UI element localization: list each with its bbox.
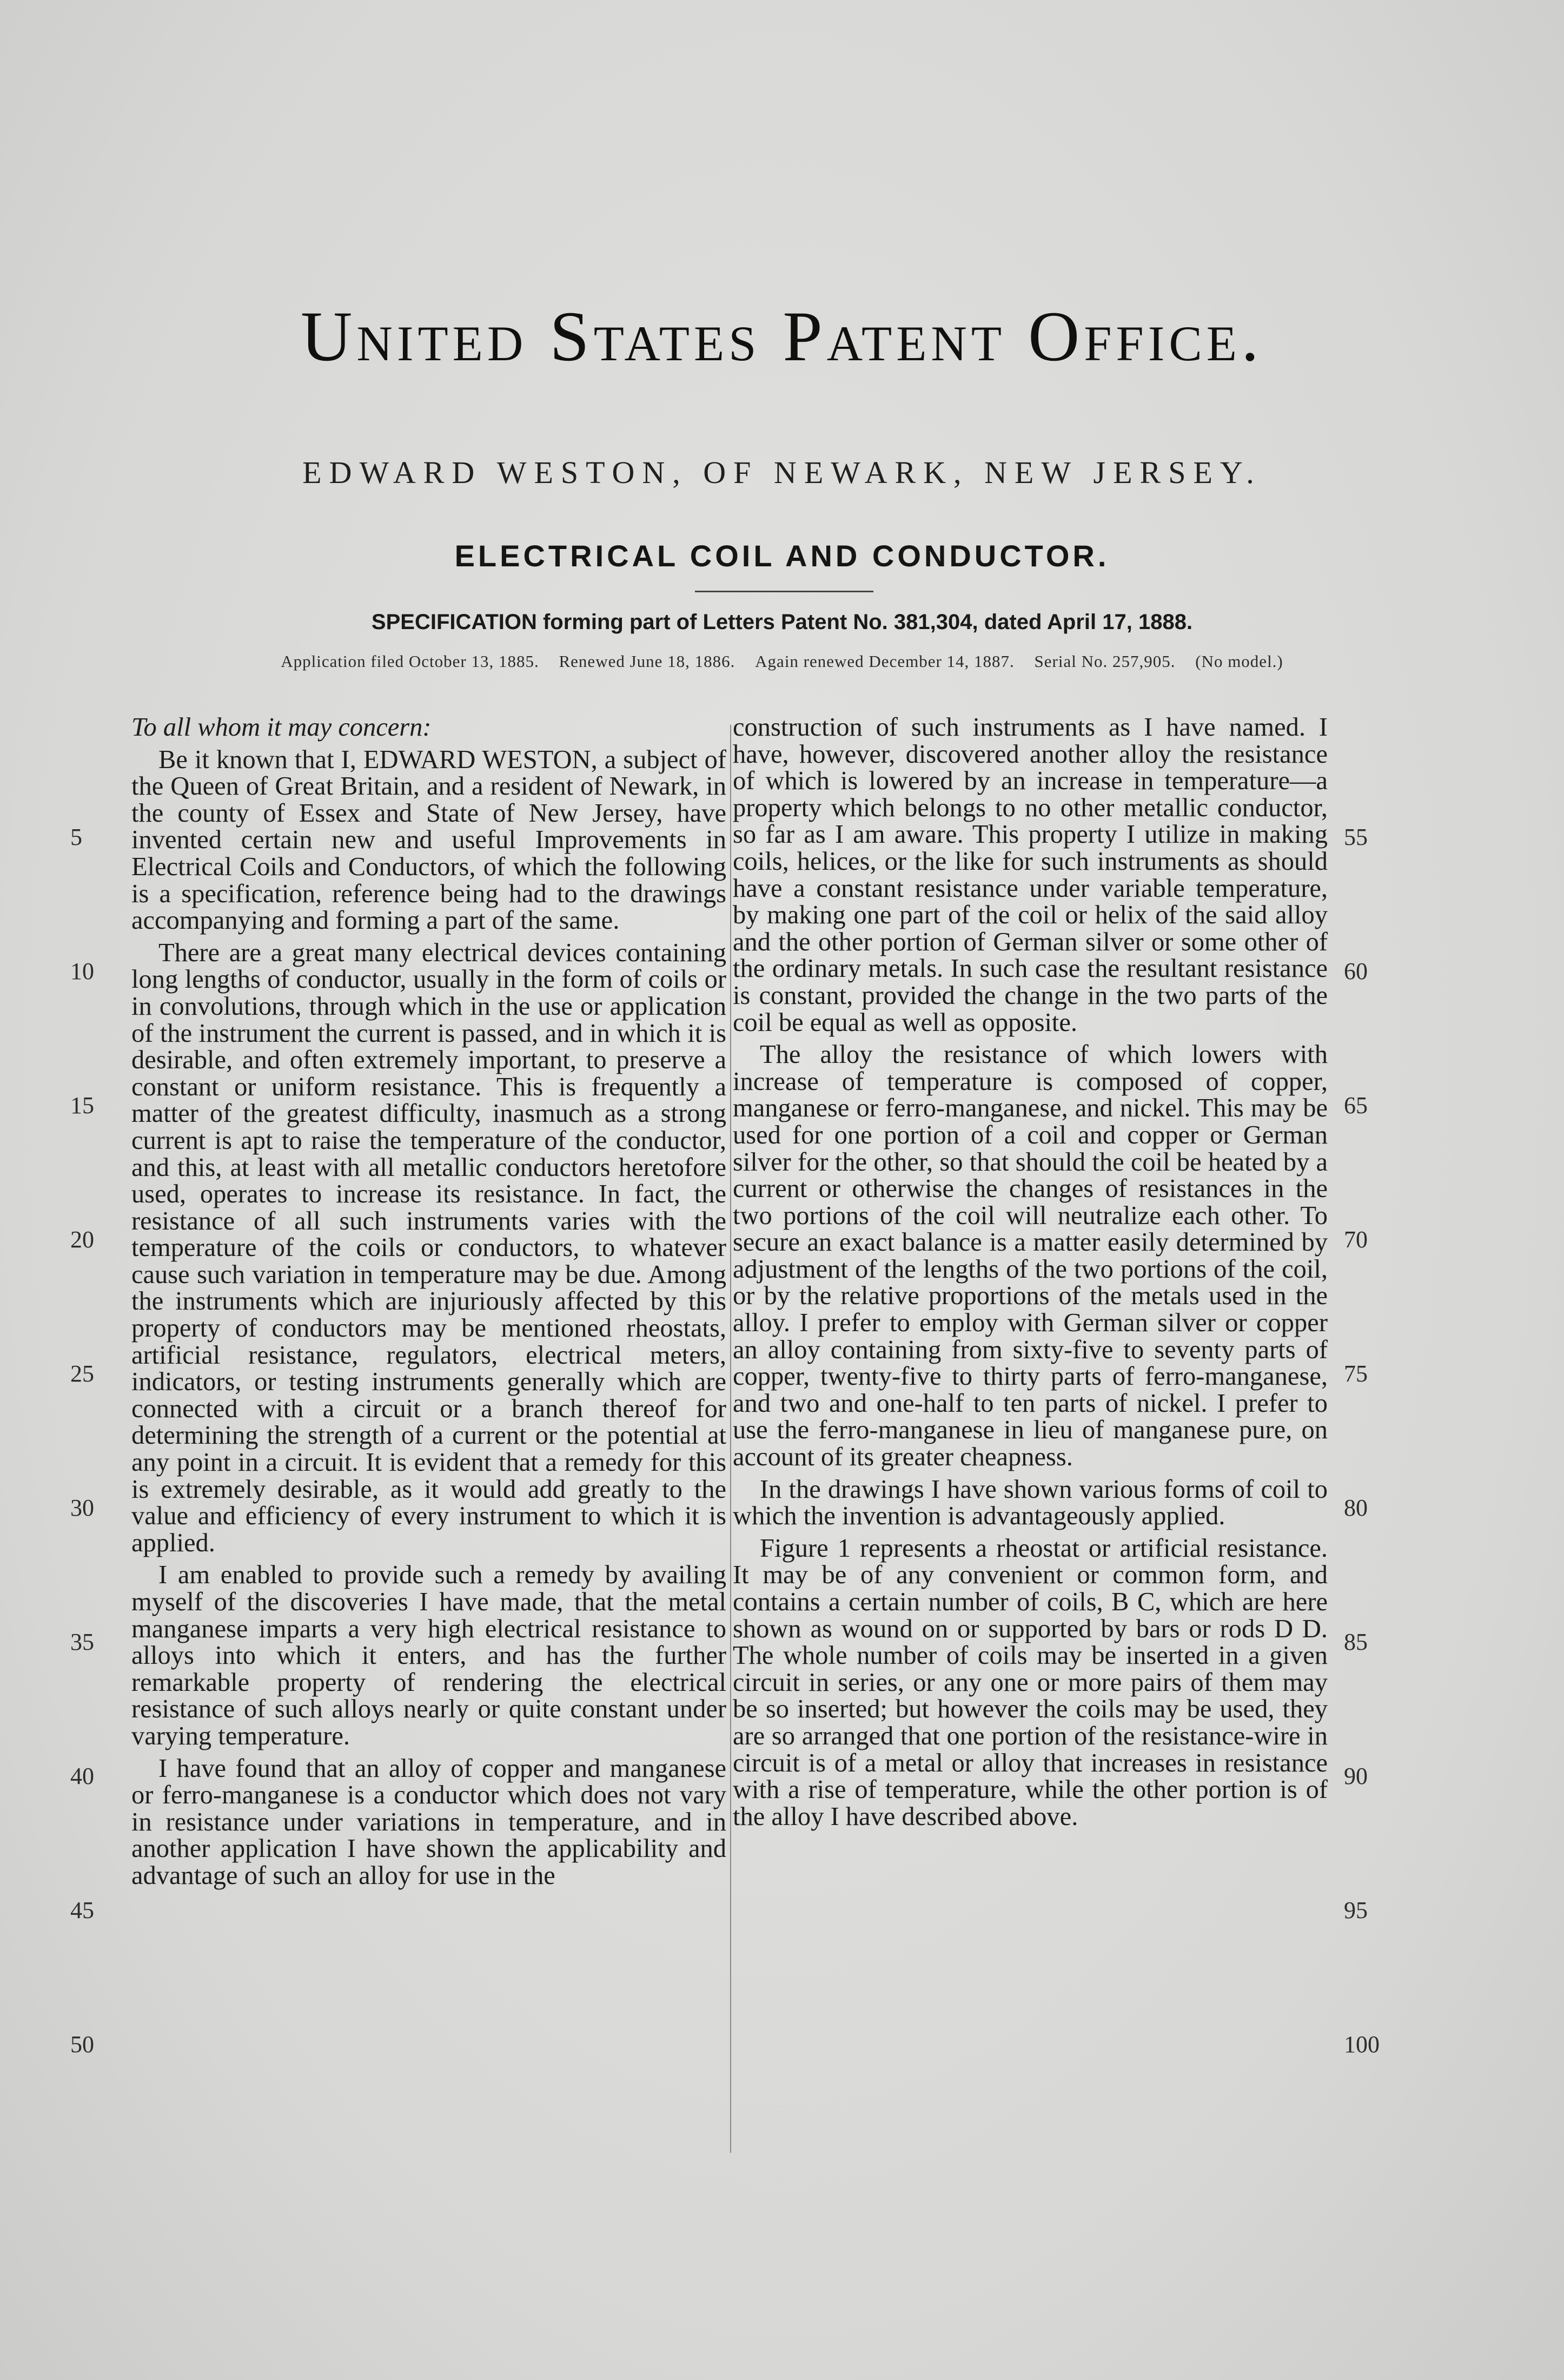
column-divider [730,725,731,2153]
line-number: 35 [70,1629,94,1655]
paragraph: There are a great many electrical devices containing long lengths of conductor, usually in the form of coils or in convolutions, through which in the use or application of the instrument the current is passed, and in which it is desirable, and often extremely important, to preserve a constant or uniform resistance. This is frequently a matter of the greatest difficulty, inasmuch as a strong current is apt to raise the temperature of the conductor, and this, at least with all metallic conductors heretofore used, operates to increase its resistance. In fact, the resistance of all such instruments varies with the temperature of the coils or conductors, to whatever cause such variation in temperature may be due. Among the instruments which are injuriously affected by this property of conductors may be mentioned rheostats, artificial resistance, regulators, electrical meters, indicators, or testing instruments generally which are connected with a circuit or a branch thereof for determining the strength of a current or the potential at any point in a circuit. It is evident that a remedy for this is extremely desirable, as it would add greatly to the value and efficiency of every instrument to which it is applied. [131,938,726,1557]
line-number: 60 [1344,958,1368,984]
line-number: 100 [1344,2031,1380,2058]
line-number: 70 [1344,1226,1368,1253]
line-number: 45 [70,1897,94,1923]
application-renewed: Renewed June 18, 1886. [559,652,735,671]
application-line [0,652,1564,671]
application-filed: Application filed October 13, 1885. [281,652,539,671]
salutation: To all whom it may concern: [131,713,432,742]
paragraph: I am enabled to provide such a remedy by availing myself of the discoveries I have made, that the metal manganese imparts a very high electrical resistance to alloys into which it enters, and has the further remarkable property of rendering the electrical resistance of such alloys nearly or quite constant under varying temperature. [131,1561,726,1750]
line-number: 80 [1344,1495,1368,1521]
paragraph: construction of such instruments as I have named. I have, however, discovered another alloy the resistance of which is lowered by an increase in temperature—a property which belongs to no other metallic conductor, so far as I am aware. This property I utilize in making coils, helices, or the like for such instruments as should have a constant resistance under variable temperature, by making one part of the coil or helix of the said alloy and the other portion of German silver or some other of the ordinary metals. In such case the resultant resistance is constant, provided the change in the two parts of the coil be equal as well as opposite. [733,713,1328,1037]
line-number: 65 [1344,1092,1368,1119]
serial-number: Serial No. 257,905. [1034,652,1176,671]
inventor-line: EDWARD WESTON, OF NEWARK, NEW JERSEY. [302,455,1262,490]
paragraph: Be it known that I, EDWARD WESTON, a subject of the Queen of Great Britain, and a resident of Newark, in the county of Essex and State of New Jersey, have invented certain new and useful Improvements in Electrical Coils and Conductors, of which the following is a specification, reference being had to the drawings accompanying and forming a part of the same. [131,745,726,935]
line-number: 15 [70,1092,94,1119]
paragraph: I have found that an alloy of copper and manganese or ferro-manganese is a conductor which does not vary in resistance under variations in temperature, and in another application I have shown the applicability and advantage of such an alloy for use in the [131,1754,726,1890]
line-number: 40 [70,1763,94,1789]
line-number: 85 [1344,1629,1368,1655]
line-number: 20 [70,1226,94,1253]
model-note: (No model.) [1195,652,1283,671]
line-number: 95 [1344,1897,1368,1923]
line-number: 50 [70,2031,94,2058]
line-number: 55 [1344,824,1368,850]
paragraph: Figure 1 represents a rheostat or artificial resistance. It may be of any convenient or common form, and contains a certain number of coils, B C, which are here shown as wound on or supported by bars or rods D D. The whole number of coils may be inserted in a given circuit in series, or any one or more pairs of them may be so inserted; but however the coils may be used, they are so arranged that one portion of the resistance-wire in circuit is of a metal or alloy that increases in resistance with a rise of temperature, while the other portion is of the alloy I have described above. [733,1533,1328,1831]
title-divider [695,591,873,592]
specification-line: SPECIFICATION forming part of Letters Patent No. 381,304, dated April 17, 1888. [371,610,1193,634]
line-number: 5 [70,824,82,850]
paragraph: The alloy the resistance of which lowers with increase of temperature is composed of copper, manganese or ferro-manganese, and nickel. This may be used for one portion of a coil and copper or German silver for the other, so that should the coil be heated by a current or otherwise the changes of resistances in the two portions of the coil will neutralize each other. To secure an exact balance is a matter easily determined by adjustment of the lengths of the two portions of the coil, or by the relative proportions of the metals used in the alloy. I prefer to employ with German silver or copper an alloy containing from sixty-five to seventy parts of copper, twenty-five to thirty parts of ferro-manganese, and two and one-half to ten parts of nickel. I prefer to use the ferro-manganese in lieu of manganese pure, on account of its greater cheapness. [733,1040,1328,1472]
line-number: 25 [70,1360,94,1387]
invention-title: ELECTRICAL COIL AND CONDUCTOR. [454,539,1110,573]
line-number: 90 [1344,1763,1368,1789]
right-text-column [733,714,1328,1835]
office-title: United States Patent Office. [301,296,1263,376]
line-number: 10 [70,958,94,984]
paragraph: In the drawings I have shown various forms of coil to which the invention is advantageously applied. [733,1475,1328,1531]
line-number: 30 [70,1495,94,1521]
line-number: 75 [1344,1360,1368,1387]
left-text-column [131,714,726,1895]
application-again-renewed: Again renewed December 14, 1887. [755,652,1015,671]
